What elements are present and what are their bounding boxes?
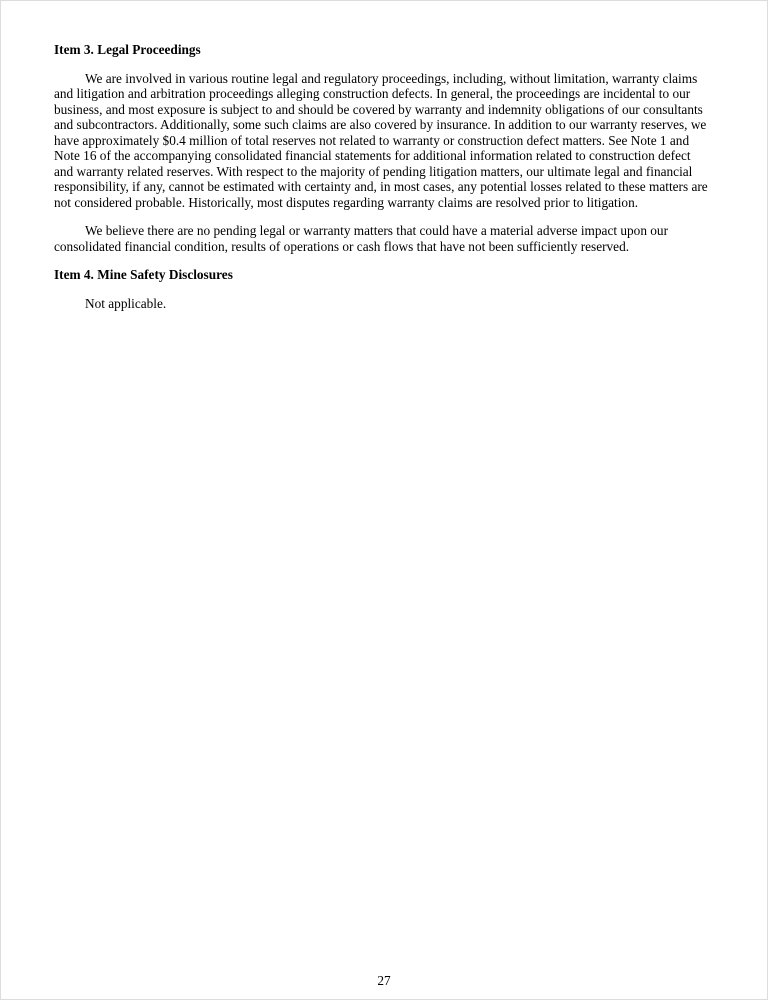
legal-proceedings-paragraph-2: We believe there are no pending legal or warranty matters that could have a material adverse impact upon our consolidated financial condition, results of operations or cash flows that have not been sufficiently reserved. [54,223,669,254]
legal-proceedings-paragraph-1: We are involved in various routine legal and regulatory proceedings, including, without limitation, warranty claims and litigation and arbitration proceedings alleging construction defects. In general, the proceedings are incidental to our business, and most exposure is subject to and should be covered by warranty and indemnity obligations of our consultants and subcontractors. Additionally, some such claims are also covered by insurance. In addition to our warranty reserves, we have approximately $0.4 million of total reserves not related to warranty or construction defect matters. See Note 1 and Note 16 of the accompanying consolidated financial statements for additional information related to construction defect and warranty related reserves. With respect to the majority of pending litigation matters, our ultimate legal and financial responsibility, if any, cannot be estimated with certainty and, in most cases, any potential losses related to these matters are not considered probable. Historically, most disputes regarding warranty claims are resolved prior to litigation. [54,70,708,210]
page-number: 27 [377,972,391,988]
section-heading-item-4-mine-safety-disclosures: Item 4. Mine Safety Disclosures [54,267,233,282]
mine-safety-paragraph-1: Not applicable. [85,295,167,311]
section-heading-item-3-legal-proceedings: Item 3. Legal Proceedings [54,42,201,57]
page-content [1,1,767,311]
